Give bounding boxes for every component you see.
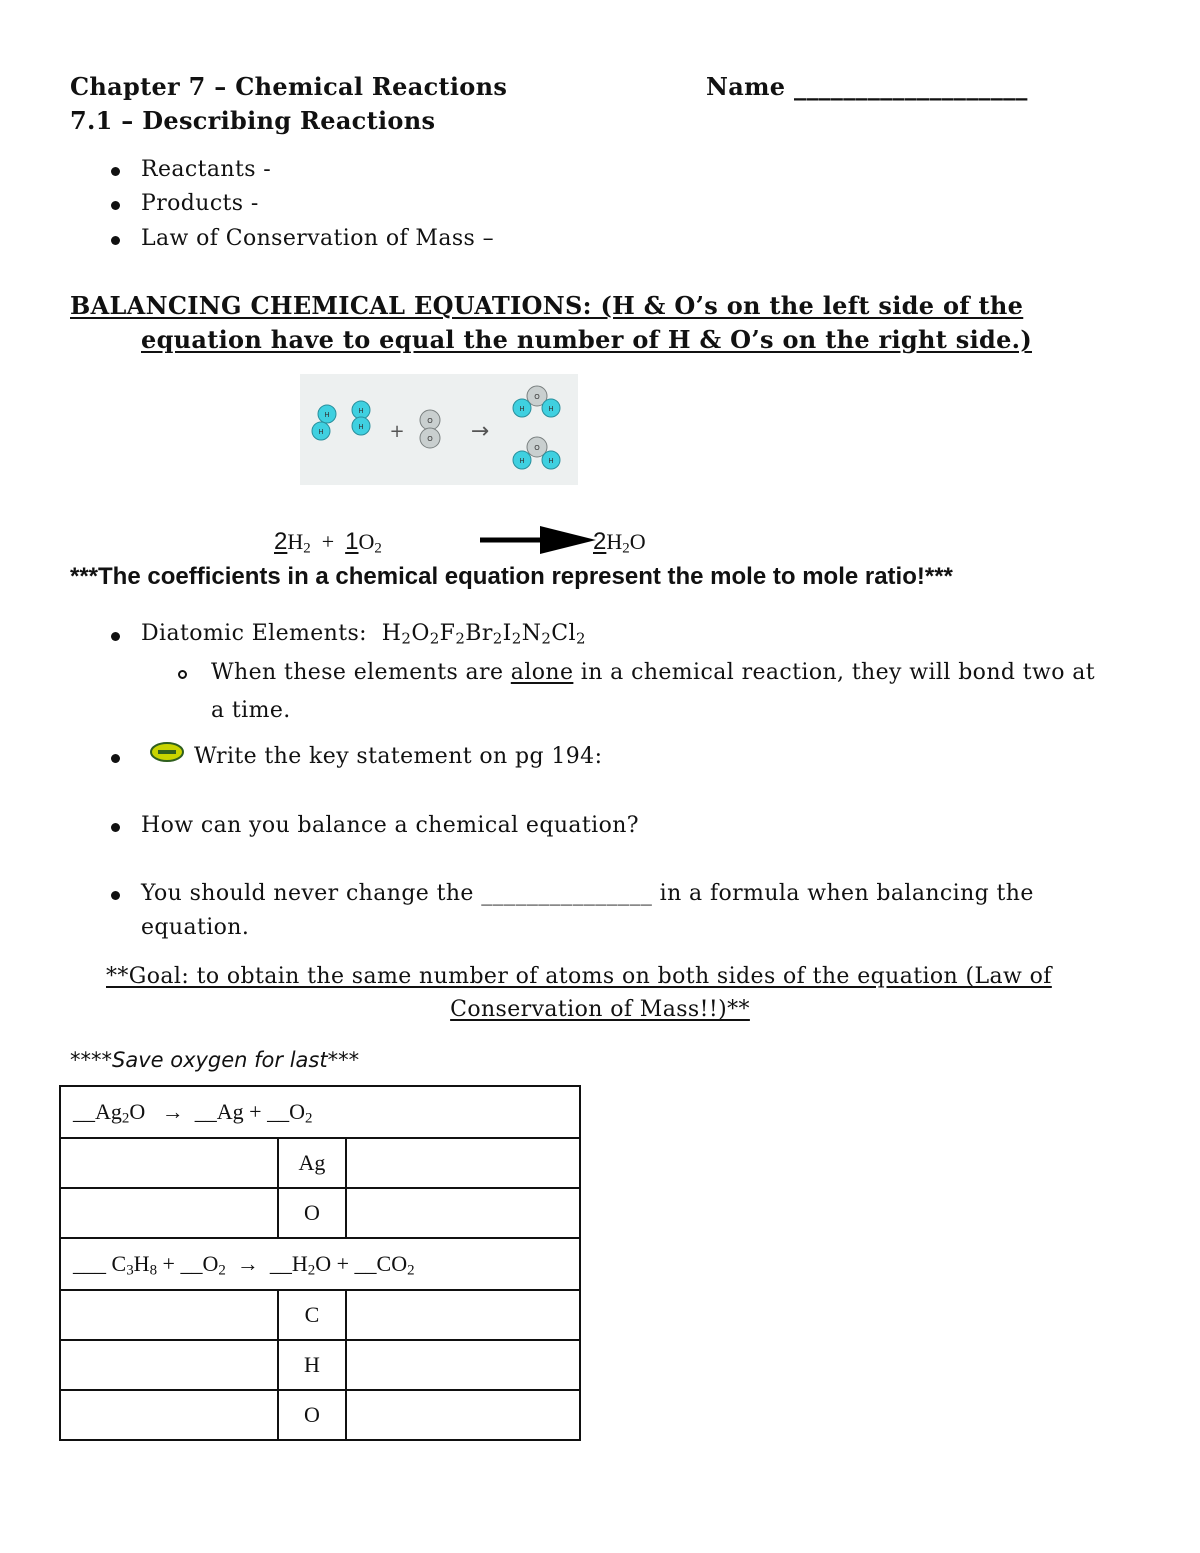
bullet-icon [111,236,120,245]
table-row [60,1188,580,1238]
save-oxygen-note: ****Save oxygen for last*** [70,1048,360,1072]
balancing-heading-line2: equation have to equal the number of H & O’s on the right side.) [141,325,1032,354]
never-change-line1: You should never change the _______________ in a formula when balancing the [141,881,1034,906]
bullet-icon [111,201,120,210]
atom-h-label: H [519,405,525,413]
balanced-equation [274,528,382,556]
name-field[interactable] [706,72,1028,101]
table-row [60,1138,580,1188]
diatomic-elements: $H_2O_2F_2Br_2I_2N_2Cl_2$ [381,621,586,648]
atom-h-label: H [519,457,525,465]
subscript: 2 [622,540,630,557]
diatomic-label: Diatomic Elements: [141,621,367,646]
atom-o-label: O [427,435,433,443]
product-count-cell[interactable] [346,1290,580,1340]
element-label: O [278,1390,346,1440]
subscript: 2 [374,540,382,557]
section-title: 7.1 – Describing Reactions [70,106,436,135]
goal-line1: **Goal: to obtain the same number of atoms on both sides of the equation (Law of [106,964,1052,989]
diagram-plus: + [389,421,405,442]
atom-h-label: H [548,457,554,465]
formula-h: H [606,529,623,554]
product-count-cell[interactable] [346,1390,580,1440]
bullet-icon [111,823,120,832]
plus-sign: + [321,529,335,554]
reactant-count-cell[interactable] [60,1188,278,1238]
equation-propane: ___ $C_3H_8$ + $\_\_O_2$ → $\_\_H_2O$ + $\_\_CO_2$ [60,1238,580,1290]
definition-conservation: Law of Conservation of Mass – [141,226,495,251]
bullet-icon [111,167,120,176]
coefficient-o2: 1 [345,528,359,555]
product-count-cell[interactable] [346,1138,580,1188]
name-label: Name [706,72,786,101]
diatomic-note: When these elements are alone in a chemical reaction, they will bond two at [211,660,1096,685]
definition-reactants: Reactants - [141,157,272,182]
product-count-cell[interactable] [346,1188,580,1238]
equation-ag2o: $\_\_Ag_2O$ → __Ag + $\_\_O_2$ [60,1086,580,1138]
bullet-icon [111,632,120,641]
goal-line2: Conservation of Mass!!)** [450,997,750,1022]
element-label: C [278,1290,346,1340]
table-row [60,1340,580,1390]
never-change-line2: equation. [141,915,250,940]
name-blank: ___________________ [794,72,1028,101]
never-change-blank: _______________ [481,881,653,906]
coefficient-h2: 2 [274,528,288,555]
reactant-count-cell[interactable] [60,1290,278,1340]
formula-o: O [629,529,646,554]
element-label: O [278,1188,346,1238]
atom-h-label: H [324,411,330,419]
element-label: H [278,1340,346,1390]
reactant-count-cell[interactable] [60,1390,278,1440]
balancing-heading-line1: BALANCING CHEMICAL EQUATIONS: (H & O’s on the left side of the [70,291,1024,320]
atom-h-label: H [358,407,364,415]
molecule-diagram [300,374,578,485]
table-row [60,1086,580,1138]
bullet-icon [111,891,120,900]
element-label: Ag [278,1138,346,1188]
atom-o-label: O [534,444,540,452]
table-row [60,1290,580,1340]
atom-o-label: O [534,393,540,401]
formula-o: O [358,529,375,554]
mole-ratio-note: ***The coefficients in a chemical equation represent the mole to mole ratio!*** [70,563,953,590]
coefficient-h2o: 2 [593,528,607,555]
hollow-bullet-icon [178,670,187,679]
atom-h-label: H [548,405,554,413]
alone-emphasis: alone [510,660,574,685]
diagram-arrow: → [470,419,490,444]
table-row [60,1390,580,1440]
reactant-count-cell[interactable] [60,1340,278,1390]
chapter-title: Chapter 7 – Chemical Reactions [70,72,508,101]
atom-h-label: H [318,428,324,436]
balance-question: How can you balance a chemical equation? [141,813,640,838]
balancing-table [59,1085,581,1441]
bullet-icon [111,754,120,763]
atom-o-label: O [427,417,433,425]
reaction-arrow-icon [478,524,598,556]
definition-products: Products - [141,191,259,216]
key-icon [150,741,186,765]
equation-product [593,528,646,556]
formula-h: H [287,529,304,554]
subscript: 2 [303,540,311,557]
diatomic-note-line2: a time. [211,698,291,723]
product-count-cell[interactable] [346,1340,580,1390]
atom-h-label: H [358,423,364,431]
diatomic-line [141,621,586,646]
reactant-count-cell[interactable] [60,1138,278,1188]
table-row [60,1238,580,1290]
key-statement: Write the key statement on pg 194: [194,744,603,769]
